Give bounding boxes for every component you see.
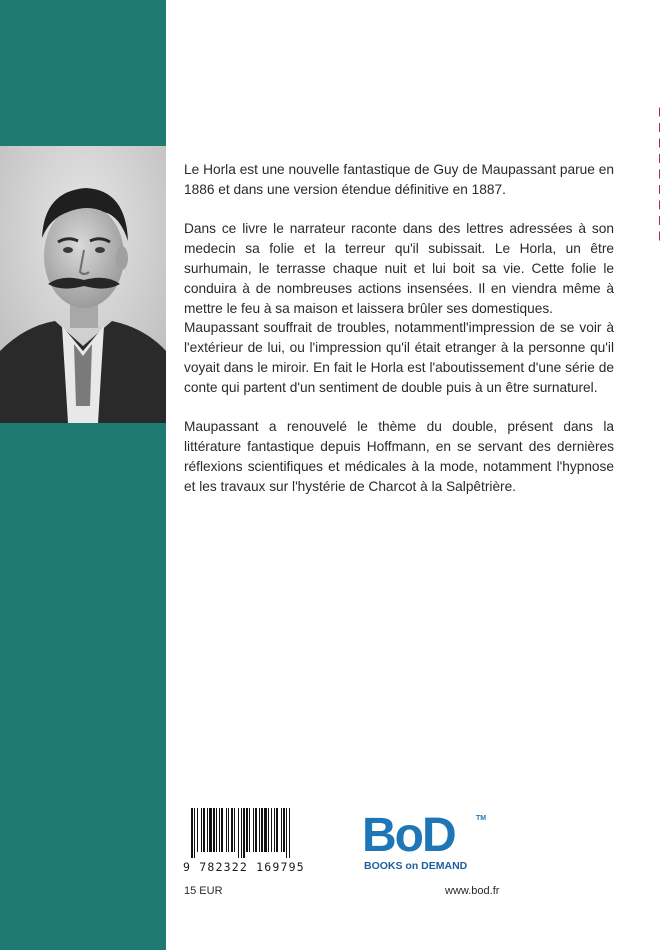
- barcode-bar: [238, 808, 239, 858]
- barcode-bar: [255, 808, 257, 852]
- barcode-bar: [271, 808, 272, 852]
- barcode-bar: [268, 808, 269, 852]
- author-portrait-photo: [0, 146, 166, 423]
- barcode-bar: [221, 808, 223, 852]
- price-label: 15 EUR: [184, 885, 223, 897]
- barcode-bar: [219, 808, 220, 852]
- barcode-bar: [289, 808, 290, 858]
- barcode-bar: [286, 808, 287, 858]
- barcode-bar: [207, 808, 208, 852]
- barcode-bar: [249, 808, 250, 852]
- spine-label: — — — — — — — — —: [655, 107, 665, 243]
- barcode-bar: [261, 808, 263, 852]
- description-paragraph: Maupassant a renouvelé le thème du double, présent dans la littérature fantastique depuis Hoffmann, en se servant des dernières réflexions scientifiques et médicales à la mode, notamment l'hypnose et les travaux sur l'hystérie de Charcot à la Salpêtrière.: [184, 419, 614, 494]
- barcode-bar: [201, 808, 202, 852]
- barcode-bars: [183, 808, 325, 858]
- description-paragraph: Le Horla est une nouvelle fantastique de Guy de Maupassant parue en 1886 et dans une version étendue définitive en 1887.: [184, 162, 614, 197]
- barcode-bar: [274, 808, 275, 852]
- barcode-bar: [234, 808, 235, 852]
- barcode-bar: [209, 808, 212, 852]
- barcode-bar: [231, 808, 233, 852]
- barcode-bar: [228, 808, 229, 852]
- barcode-bar: [226, 808, 227, 852]
- description-paragraph: Dans ce livre le narrateur raconte dans des lettres adressées à son medecin sa folie et la terreur qu'il subissait. Le Horla, un être surhumain, le terrasse chaque nuit et lui boit sa vie. Cette folie le conduira à de nombreuses actions insensées. Il en viendra même à mettre le feu à sa maison et laissera brûler ses domestiques.: [184, 221, 614, 316]
- barcode-bar: [253, 808, 254, 852]
- publisher-website: www.bod.fr: [445, 885, 500, 897]
- barcode-digits: 9 782322 169795: [183, 860, 305, 874]
- barcode-bar: [283, 808, 285, 852]
- barcode-bar: [194, 808, 195, 858]
- isbn-barcode: [183, 808, 325, 876]
- barcode-bar: [243, 808, 245, 858]
- barcode-bar: [281, 808, 282, 852]
- barcode-bar: [197, 808, 198, 852]
- trademark-symbol: TM: [476, 815, 487, 822]
- spine-title-text: [654, 92, 666, 258]
- barcode-bar: [191, 808, 193, 858]
- publisher-tagline: BOOKS on DEMAND: [364, 860, 468, 872]
- barcode-bar: [276, 808, 278, 852]
- barcode-bar: [259, 808, 260, 852]
- description-paragraph: Maupassant souffrait de troubles, notammentl'impression de se voir à l'extérieur de lui, ou l'impression qu'il était etranger à la personne qu'il voyait dans le miroir. En fait le Horla est l'aboutissement d'une série de conte qui partent d'un sentiment de double puis à un être surnaturel.: [184, 320, 614, 395]
- barcode-bar: [203, 808, 205, 852]
- back-cover-description: [184, 160, 614, 497]
- teal-color-band: [0, 0, 166, 950]
- publisher-logo: [362, 809, 502, 876]
- barcode-bar: [216, 808, 217, 852]
- bod-logo-mark: BoD: [362, 809, 455, 862]
- barcode-bar: [213, 808, 215, 852]
- barcode-bar: [241, 808, 242, 858]
- barcode-bar: [246, 808, 248, 852]
- barcode-bar: [264, 808, 267, 852]
